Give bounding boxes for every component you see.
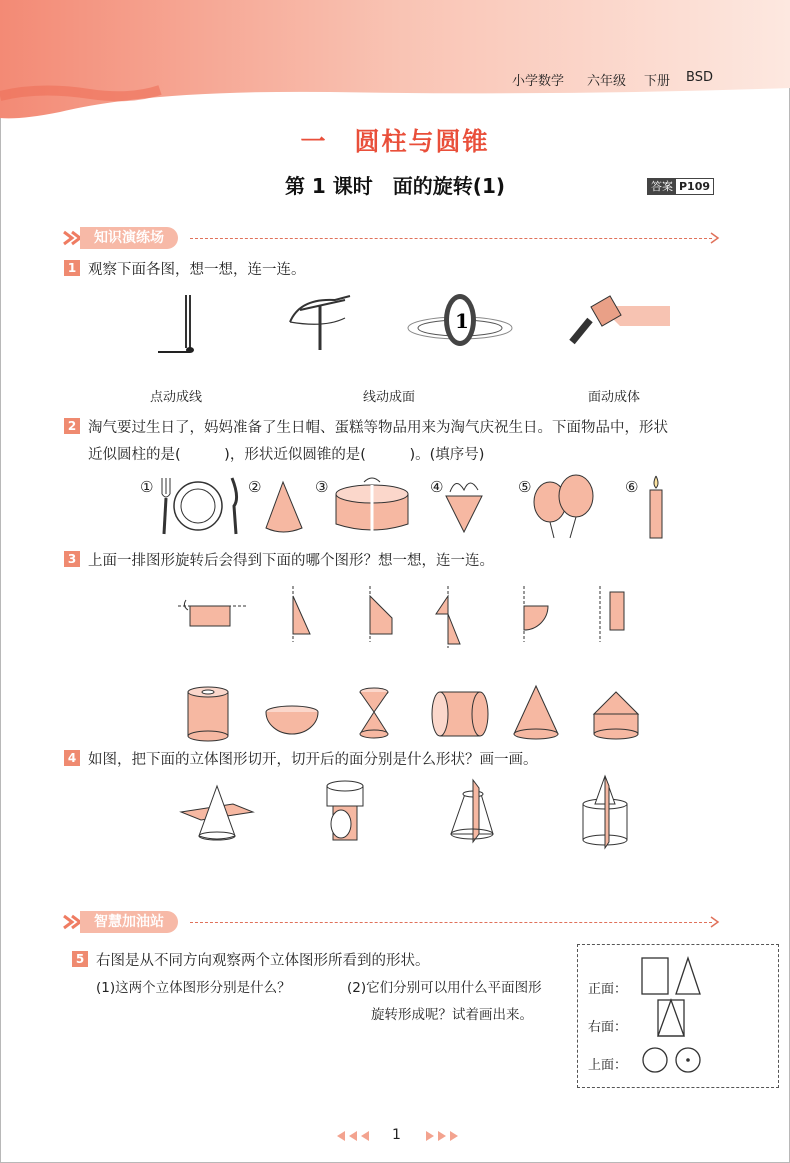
- views-drawings: [636, 952, 716, 1078]
- header-edition: BSD: [686, 70, 713, 85]
- wiper-icon: [290, 296, 350, 350]
- double-triangle-shape: [436, 586, 460, 648]
- rectangle-vertical-shape: [600, 586, 624, 642]
- prev-arrows-icon: [335, 1130, 375, 1142]
- q1-number: 1: [64, 260, 80, 276]
- cake-icon: [336, 478, 408, 532]
- q2-pictures: [150, 472, 670, 542]
- q1-pictures: [150, 290, 710, 365]
- arrow-right-icon: [710, 916, 720, 928]
- q2-option-3: ③: [315, 478, 329, 496]
- header-term: 下册: [644, 74, 671, 89]
- q2-line1: 淘气要过生日了，妈妈准备了生日帽、蛋糕等物品用来为淘气庆祝生日。下面物品中，形状: [88, 420, 668, 436]
- paint-brush-icon: [572, 296, 670, 342]
- q3-number: 3: [64, 551, 80, 567]
- answer-label: 答案: [648, 179, 676, 194]
- section-bar-1: [40, 227, 720, 249]
- front-rectangle: [642, 958, 668, 994]
- cone-cylinder-vertical-cut-solid: [583, 776, 627, 848]
- section-bar-2: [40, 911, 720, 933]
- arrow-right-icon: [710, 232, 720, 244]
- section-title-1: 知识演练场: [80, 227, 178, 249]
- q2-option-5: ⑤: [518, 478, 532, 496]
- lesson-title: 第 1 课时 面的旋转(1): [284, 174, 506, 198]
- next-arrows-icon: [420, 1130, 460, 1142]
- page-number: 1: [392, 1127, 401, 1143]
- candle-icon: [650, 476, 662, 538]
- q1-caption-2: 线动成面: [363, 390, 416, 405]
- front-triangle: [676, 958, 700, 994]
- q5-number: 5: [72, 951, 88, 967]
- semicircle-shape: [524, 586, 548, 642]
- top-circle: [643, 1048, 667, 1072]
- q1-text: 观察下面各图，想一想，连一连。: [88, 262, 306, 278]
- q2-option-2: ②: [248, 478, 262, 496]
- rectangle-horizontal-shape: [178, 600, 248, 626]
- q5-text: 右图是从不同方向观察两个立体图形所看到的形状。: [96, 953, 430, 969]
- section-divider-2: [190, 922, 712, 923]
- header-banner: [0, 0, 790, 130]
- q1-caption-1: 点动成线: [150, 390, 203, 405]
- view-label-right: 右面：: [588, 1020, 628, 1035]
- q3-text: 上面一排图形旋转后会得到下面的哪个图形？想一想，连一连。: [88, 553, 494, 569]
- q2-line2: 近似圆柱的是( )，形状近似圆锥的是( )。(填序号): [88, 447, 485, 463]
- balloons-icon: [534, 475, 593, 538]
- chapter-title: 一 圆柱与圆锥: [300, 127, 490, 156]
- double-cone-solid: [360, 688, 388, 738]
- ice-cream-cone-icon: [446, 483, 482, 532]
- q4-cut-solids: [175, 772, 635, 852]
- q2-option-4: ④: [430, 478, 444, 496]
- cylinders-vertical-cut-solid: [327, 781, 363, 840]
- party-hat-icon: [266, 482, 302, 532]
- view-label-front: 正面：: [588, 982, 628, 997]
- q5-sub2b: 旋转形成呢？试着画出来。: [371, 1007, 533, 1023]
- svg-text:1: 1: [455, 309, 469, 333]
- answer-page: P109: [679, 180, 711, 193]
- plate-fork-knife-icon: [162, 478, 237, 534]
- header-subject: 小学数学: [512, 74, 565, 89]
- q4-number: 4: [64, 750, 80, 766]
- right-triangle-shape: [293, 586, 310, 642]
- section-divider-1: [190, 238, 712, 239]
- hemisphere-bowl-solid: [266, 706, 318, 734]
- answer-ref: [647, 178, 714, 195]
- q3-plane-shapes: [170, 578, 650, 648]
- right-triangle: [658, 1000, 684, 1036]
- cone-on-cylinder-solid: [594, 692, 638, 739]
- section-title-2: 智慧加油站: [80, 911, 178, 933]
- trapezoid-shape: [370, 586, 392, 642]
- right-rectangle: [658, 1000, 684, 1036]
- header-grade: 六年级: [587, 74, 627, 89]
- cone-solid: [514, 686, 558, 739]
- q2-option-6: ⑥: [625, 478, 639, 496]
- q5-sub1: (1)这两个立体图形分别是什么？: [96, 980, 291, 996]
- q3-solid-shapes: [180, 684, 640, 744]
- view-label-top: 上面：: [588, 1058, 628, 1073]
- cone-horizontal-cut-solid: [181, 786, 253, 840]
- q2-number: 2: [64, 418, 80, 434]
- q4-text: 如图，把下面的立体图形切开，切开后的面分别是什么形状？画一画。: [88, 752, 538, 768]
- q5-sub2a: (2)它们分别可以用什么平面图形: [347, 980, 542, 996]
- pen-drawing-icon: [158, 295, 194, 353]
- cylinder-with-hole-solid: [188, 687, 228, 741]
- q1-caption-3: 面动成体: [588, 390, 641, 405]
- horizontal-cylinder-solid: [432, 692, 488, 736]
- frustum-vertical-cut-solid: [451, 780, 493, 842]
- spinning-coin-icon: [408, 294, 512, 346]
- q2-option-1: ①: [140, 478, 154, 496]
